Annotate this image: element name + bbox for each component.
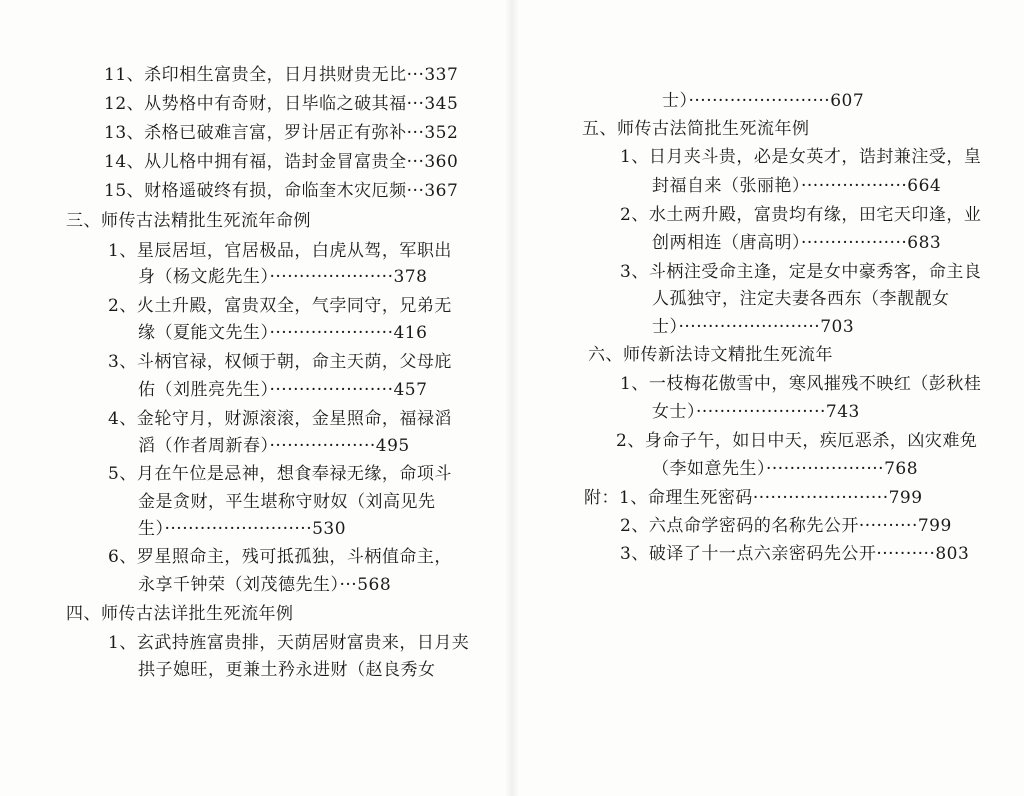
toc-entry-continuation: 人孤独守，注定夫妻各西东（李靓靓女 <box>652 289 950 309</box>
toc-entry-continuation: 封福自来（张丽艳）··················664 <box>652 176 942 196</box>
toc-entry: 12、从势格中有奇财，日毕临之破其福···345 <box>104 94 459 114</box>
toc-entry: 5、月在午位是忌神，想食奉禄无缘，命项斗 <box>108 464 452 484</box>
toc-entry: 1、日月夹斗贵，必是女英才，诰封兼注受，皇 <box>620 147 982 167</box>
toc-entry-continuation: 缘（夏能文先生）·····················416 <box>138 323 428 343</box>
toc-entry-continuation: 身（杨文彪先生）·····················378 <box>138 267 428 287</box>
toc-entry: 1、星辰居垣，官居极品，白虎从驾，军职出 <box>108 241 452 261</box>
toc-entry: 2、水土两升殿，富贵均有缘，田宅天印逢，业 <box>620 205 982 225</box>
toc-entry: 2、火土升殿，富贵双全，气孛同守，兄弟无 <box>108 296 452 316</box>
toc-entry: 2、身命子午，如日中天，疾厄恶杀，凶灾难免 <box>616 431 978 451</box>
toc-entry-continuation: 佑（刘胜亮先生）·····················457 <box>138 380 428 400</box>
toc-entry: 14、从儿格中拥有福，诰封金冒富贵全···360 <box>104 152 459 172</box>
toc-entry-continuation: 士）························607 <box>662 91 865 111</box>
toc-section-heading: 五、师传古法简批生死流年例 <box>582 119 810 139</box>
toc-entry: 13、杀格已破难言富，罗计居正有弥补···352 <box>104 123 459 143</box>
toc-entry: 3、斗柄注受命主逢，定是女中豪秀客，命主良 <box>620 262 982 282</box>
toc-entry-continuation: 滔（作者周新春）··················495 <box>138 436 410 456</box>
toc-appendix-entry: 3、破译了十一点六亲密码先公开··········803 <box>620 544 970 564</box>
right-page <box>512 0 1024 796</box>
toc-section-heading: 六、师传新法诗文精批生死流年 <box>588 345 833 365</box>
toc-entry-continuation: 金是贪财，平生堪称守财奴（刘高见先 <box>138 492 436 512</box>
toc-entry: 1、一枝梅花傲雪中，寒风摧残不映红（彭秋桂 <box>620 374 982 394</box>
toc-appendix-entry: 2、六点命学密码的名称先公开··········799 <box>620 516 952 536</box>
toc-entry-continuation: 永享千钟荣（刘茂德先生）···568 <box>138 575 392 595</box>
toc-entry-continuation: 女士）······················743 <box>652 402 860 422</box>
toc-entry: 3、斗柄官禄，权倾于朝，命主天荫，父母庇 <box>108 352 452 372</box>
toc-entry-continuation: 士）························703 <box>652 317 855 337</box>
toc-entry-continuation: 生）·························530 <box>138 519 347 539</box>
toc-entry: 1、玄武持旌富贵排，天荫居财富贵来，日月夹 <box>108 633 470 653</box>
toc-appendix-entry: 附：1、命理生死密码·······················799 <box>584 488 923 508</box>
toc-entry-continuation: （李如意先生）····················768 <box>652 459 919 479</box>
toc-entry: 4、金轮守月，财源滚滚，金星照命，福禄滔 <box>108 409 452 429</box>
toc-section-heading: 四、师传古法详批生死流年例 <box>66 604 294 624</box>
toc-entry: 15、财格遥破终有损，命临奎木灾厄频···367 <box>104 181 459 201</box>
toc-entry-continuation: 创两相连（唐高明）··················683 <box>652 233 942 253</box>
toc-section-heading: 三、师传古法精批生死流年命例 <box>66 211 311 231</box>
toc-entry-continuation: 拱子媳旺，更兼土矜永进财（赵良秀女 <box>138 660 436 680</box>
toc-entry: 11、杀印相生富贵全，日月拱财贵无比···337 <box>104 65 459 85</box>
toc-entry: 6、罗星照命主，残可抵孤独，斗柄值命主， <box>108 547 452 567</box>
